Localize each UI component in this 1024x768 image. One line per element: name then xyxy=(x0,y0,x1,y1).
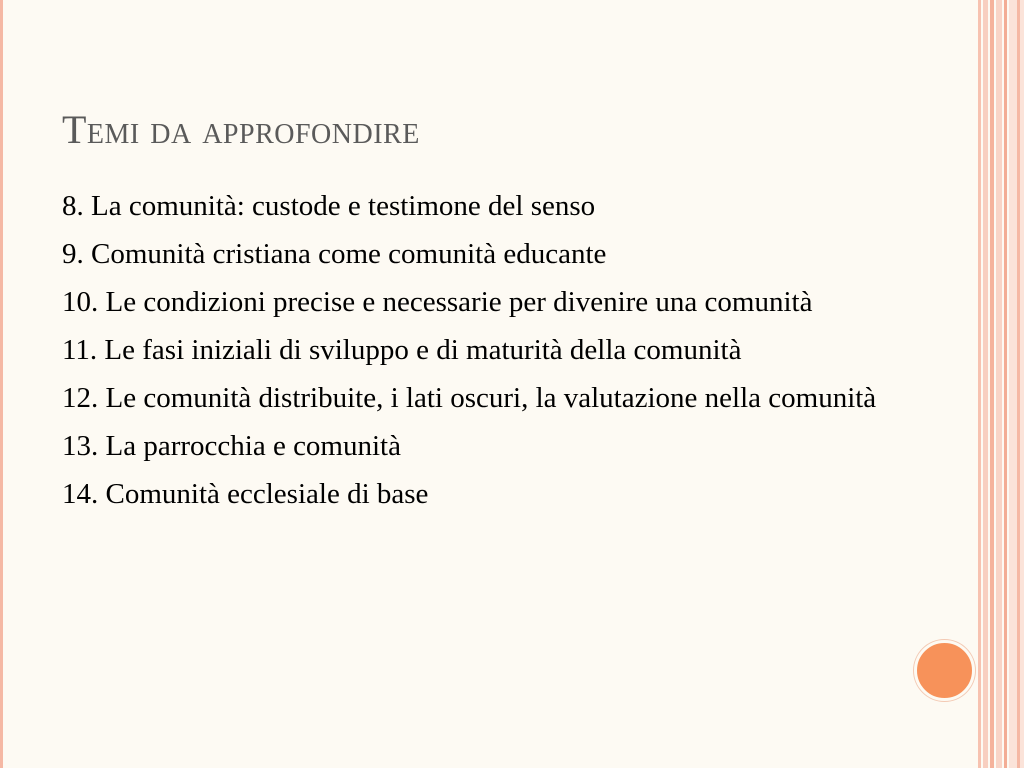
list-item: 12. Le comunità distribuite, i lati oscuri, la valutazione nella comunità xyxy=(62,382,877,414)
right-stripe-decoration xyxy=(983,0,988,768)
list-item: 13. La parrocchia e comunità xyxy=(62,430,401,462)
right-stripe-decoration xyxy=(996,0,1002,768)
right-stripe-decoration xyxy=(1004,0,1007,768)
orange-circle-decoration xyxy=(914,640,975,701)
list-item: 14. Comunità ecclesiale di base xyxy=(62,478,429,510)
list-item: 11. Le fasi iniziali di sviluppo e di maturità della comunità xyxy=(62,334,742,366)
right-stripe-decoration xyxy=(978,0,981,768)
left-border-decoration xyxy=(0,0,3,768)
right-stripe-decoration xyxy=(990,0,994,768)
right-stripe-decoration xyxy=(1017,0,1020,768)
list-item: 10. Le condizioni precise e necessarie per divenire una comunità xyxy=(62,286,813,318)
list-item: 9. Comunità cristiana come comunità educante xyxy=(62,238,607,270)
slide-title: Temi da approfondire xyxy=(62,107,420,152)
topic-list xyxy=(62,186,882,522)
list-item: 8. La comunità: custode e testimone del senso xyxy=(62,190,596,222)
